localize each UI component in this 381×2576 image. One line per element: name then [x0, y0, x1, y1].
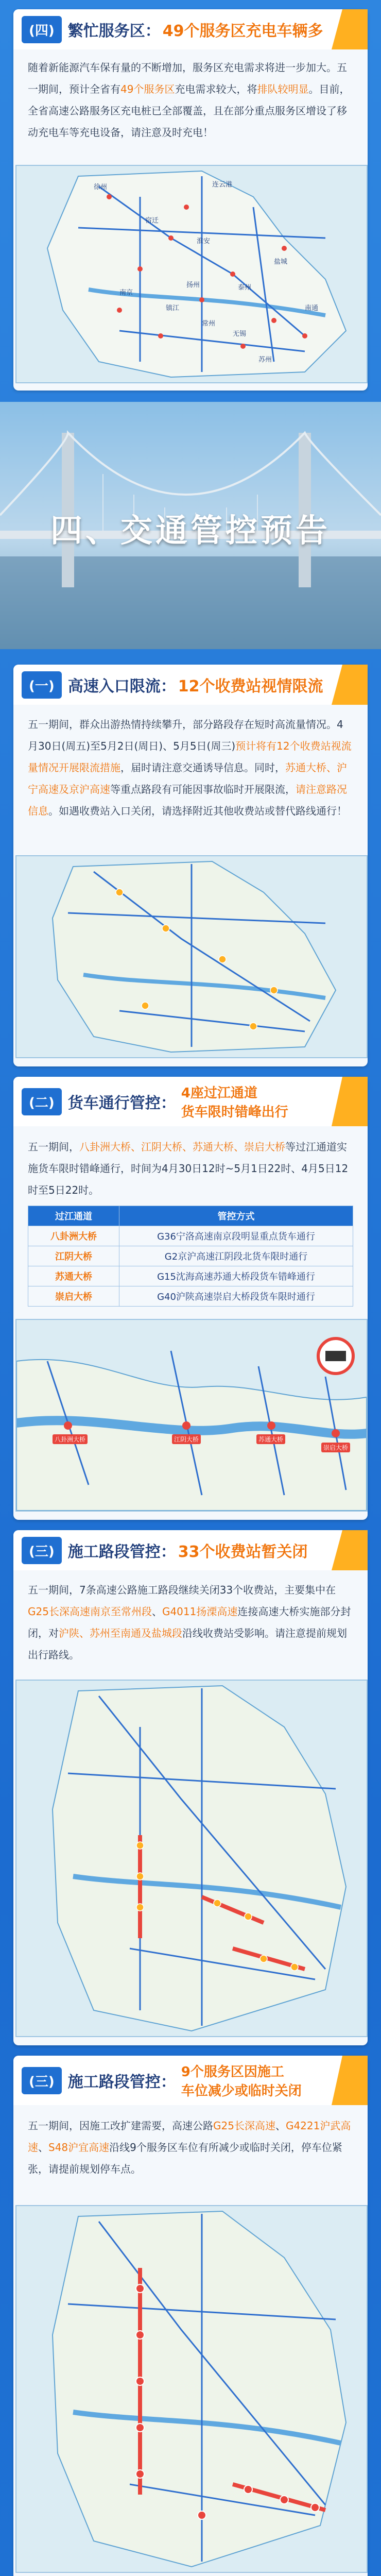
section-label: 施工路段管控：: [67, 1543, 176, 1561]
header-arrow-decoration: [332, 1077, 368, 1126]
map-city-label: 泰州: [238, 284, 252, 292]
section-label: 高速入口限流：: [67, 677, 176, 696]
construction-toll-map: [15, 1680, 368, 2037]
map-city-label: 徐州: [94, 183, 108, 191]
section-label: 施工路段管控：: [67, 2073, 176, 2091]
headline-block: [179, 2061, 302, 2099]
bridge-pin: 苏通大桥: [256, 1434, 285, 1444]
construction-toll-paragraph: 五一期间，7条高速公路施工路段继续关闭33个收费站，主要集中在G25长深高速南京至常州段、G4011扬溧高速连接高速大桥实施部分封闭，对沪陕、苏州至南通及盐城段沿线收费站受影响。请注意提前规划出行路线。: [28, 1584, 351, 1661]
construction-service-header: [13, 2056, 368, 2105]
map-city-label: 盐城: [274, 258, 288, 266]
truck-bridge-map: [15, 1319, 368, 1512]
bridge-pin: 八卦洲大桥: [53, 1434, 88, 1444]
busy-service-paragraph: 随着新能源汽车保有量的不断增加，服务区充电需求将进一步加大。五一期间，预计全省有49个服务区充电需求较大，将排队较明显。目前，全省高速公路服务区充电桩已全部覆盖，且在部分重点服务区增设了移动充电车等充电设备，请注意及时充电！: [28, 61, 350, 139]
construction-service-paragraph: 五一期间，因施工改扩建需要，高速公路G25长深高速、G4221沪武高速、S48沪宜高速沿线9个服务区车位有所减少或临时关闭，停车位紧张，请提前规划停车点。: [28, 2120, 351, 2175]
map-city-label: 南京: [119, 289, 133, 297]
truck-control-header: [13, 1077, 368, 1126]
map-city-label: 苏州: [258, 356, 272, 364]
part4-title: 四、交通管控预告: [50, 512, 331, 549]
service-area-map: [15, 165, 368, 383]
entry-limit-paragraph: 五一期间，群众出游热情持续攀升，部分路段存在短时高流量情况。4月30日(周五)至5月2日(周日)、5月5日(周三)预计将有12个收费站视流量情况开展限流措施，届时请注意交通诱导信息。同时，苏通大桥、沪宁高速及京沪高速等重点路段有可能因事故临时开展限流，请注意路况信息。如遇收费站入口关闭，请选择附近其他收费站或替代路线通行！: [28, 718, 352, 817]
map-svg: [16, 166, 367, 382]
map-svg: [16, 856, 367, 1057]
map-city-label: 扬州: [186, 281, 200, 289]
headline-line-2: 货车限时错峰出行: [181, 1105, 288, 1120]
section-label: 繁忙服务区：: [67, 22, 161, 40]
bridge-pin: 江阴大桥: [172, 1434, 201, 1444]
table-row: 崇启大桥 G40沪陕高速崇启大桥段货车限时通行: [28, 1286, 353, 1307]
table-row: 江阴大桥 G2京沪高速江阴段北货车限时通行: [28, 1246, 353, 1266]
map-svg: [16, 1320, 367, 1511]
construction-service-map: [15, 2205, 368, 2573]
map-svg: [16, 2206, 367, 2572]
entry-limit-map: [15, 855, 368, 1058]
section-tag: (三): [22, 2067, 62, 2094]
map-svg: [16, 1681, 367, 2036]
section-tag: (三): [22, 1537, 62, 1564]
entry-limit-header: [13, 665, 368, 705]
map-city-label: 连云港: [212, 181, 233, 189]
map-city-label: 宿迁: [145, 217, 159, 225]
header-arrow-decoration: [332, 1530, 368, 1570]
bridge-pin: 崇启大桥: [321, 1443, 350, 1452]
section-headline: 33个收费站暂关闭: [178, 1543, 308, 1561]
headline-block: [179, 1082, 288, 1121]
map-city-label: 南通: [305, 304, 319, 312]
section-tag: (二): [22, 1088, 62, 1115]
headline-line-1: 4座过江通道: [181, 1086, 257, 1101]
header-arrow-decoration: [332, 9, 368, 49]
headline-line-2: 车位减少或临时关闭: [181, 2083, 302, 2099]
busy-service-header: [13, 9, 368, 49]
header-arrow-decoration: [332, 665, 368, 705]
section-tag: (一): [22, 671, 62, 699]
section-headline: 12个收费站视情限流: [178, 677, 323, 696]
truck-control-table: [28, 1206, 353, 1307]
table-row: 苏通大桥 G15沈海高速苏通大桥段货车错峰通行: [28, 1266, 353, 1286]
section-label: 货车通行管控：: [67, 1094, 176, 1112]
map-city-label: 镇江: [166, 304, 180, 312]
table-header: 管控方式: [119, 1206, 353, 1226]
header-arrow-decoration: [332, 2056, 368, 2105]
map-city-label: 淮安: [197, 238, 211, 245]
construction-toll-header: [13, 1530, 368, 1570]
truck-control-paragraph: 五一期间，八卦洲大桥、江阴大桥、苏通大桥、崇启大桥等过江通道实施货车限时错峰通行，时间为4月30日12时~5月1日22时、4月5日12时至5日22时。: [28, 1141, 349, 1196]
table-row: 八卦洲大桥 G36宁洛高速南京段明显重点货车通行: [28, 1226, 353, 1246]
table-header: 过江通道: [28, 1206, 119, 1226]
headline-line-1: 9个服务区因施工: [181, 2064, 284, 2080]
map-city-label: 常州: [202, 320, 216, 328]
section-headline: 49个服务区充电车辆多: [162, 22, 323, 40]
map-city-label: 无锡: [233, 330, 247, 338]
section-tag: (四): [22, 16, 62, 43]
